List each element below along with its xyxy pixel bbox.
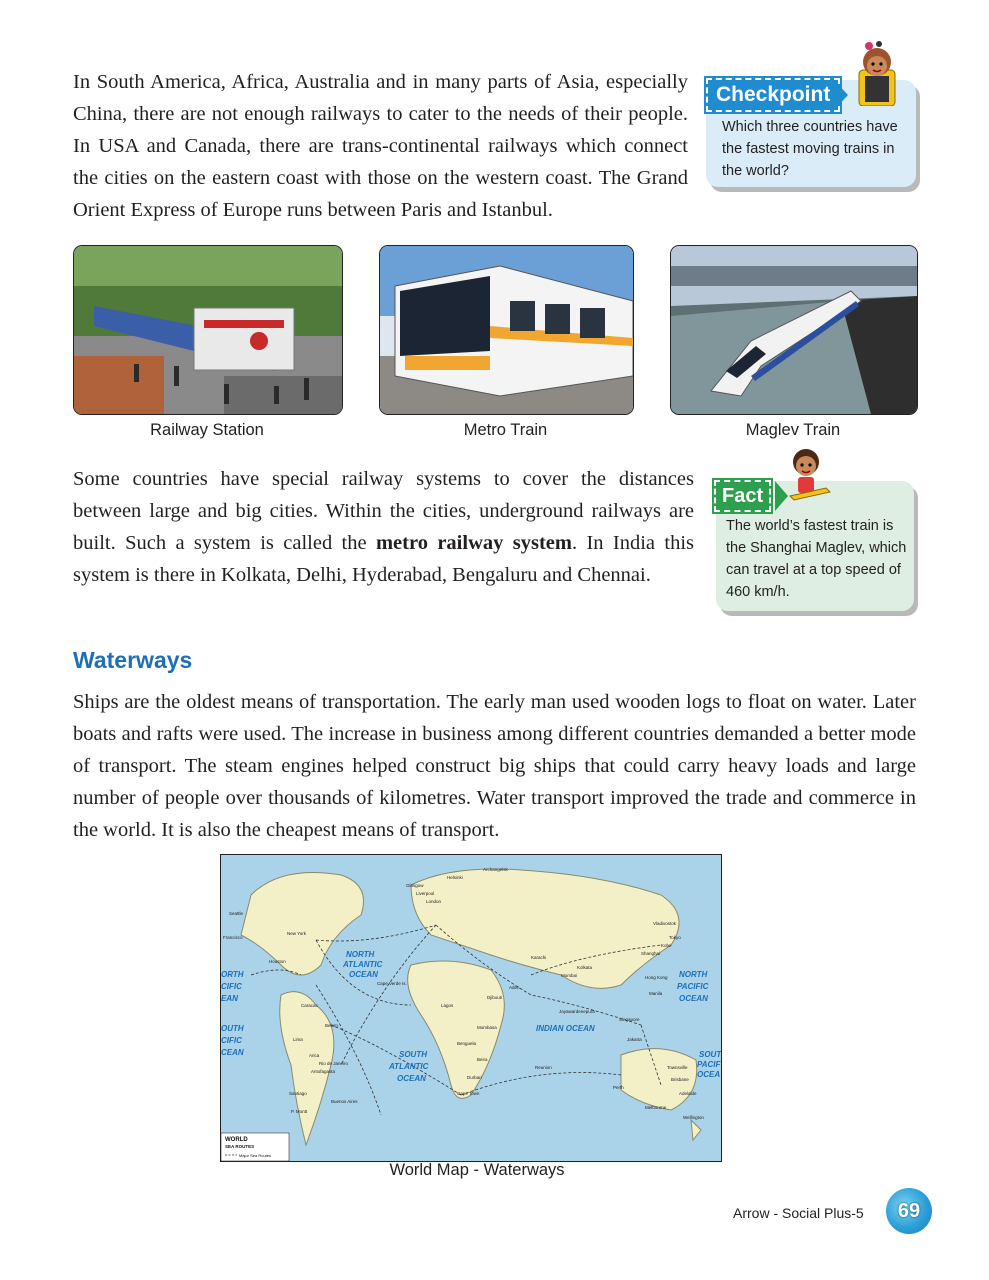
port-label: Cape Verde Is. <box>377 981 407 986</box>
port-label: Jayawardenepura <box>559 1009 595 1014</box>
port-label: Brisbane <box>671 1077 689 1082</box>
ocean-label: OCEA <box>697 1070 721 1079</box>
ocean-label: ATLANTIC <box>343 960 383 969</box>
port-label: Lagos <box>441 1003 454 1008</box>
map-legend <box>221 1133 289 1161</box>
metro-paragraph <box>73 463 694 591</box>
caption-maglev-train: Maglev Train <box>745 421 841 439</box>
port-label: Caracas <box>301 1003 318 1008</box>
ocean-label: CIFIC <box>221 1036 242 1045</box>
waterways-paragraph <box>73 686 916 846</box>
ocean-label: PACIFIC <box>677 982 709 991</box>
port-label: Antofagasta <box>311 1069 336 1074</box>
world-map-graphic <box>221 855 721 1161</box>
port-label: Arica <box>309 1053 320 1058</box>
intro-text: In South America, Africa, Australia and in many parts of Asia, especially China, there are not enough railways to cater to the needs of their people. In USA and Canada, there are trans-continental railways which connect the cities on the eastern coast with those on the western coast. The Grand Orient Express of Europe runs between Paris and Istanbul. <box>73 71 688 221</box>
metro-train-photo <box>379 245 634 415</box>
port-label: Adelaide <box>679 1091 697 1096</box>
page-number: 69 <box>886 1188 932 1234</box>
port-label: Mombasa <box>477 1025 497 1030</box>
port-label: Cape Town <box>457 1091 480 1096</box>
port-label: Kobe <box>661 943 672 948</box>
metro-text-after: . In India this system is there in Kolkata, Delhi, Hyderabad, Bengaluru and Chennai. <box>73 532 694 586</box>
port-label: Archangelsk <box>483 867 508 872</box>
port-label: Karachi <box>531 955 547 960</box>
port-label: Seattle <box>229 911 244 916</box>
caption-railway-station: Railway Station <box>150 421 264 439</box>
checkpoint-arrow-icon <box>834 80 848 110</box>
fact-text: The world’s fastest train is the Shanghai Maglev, which can travel at a top speed of 460 km/h. <box>726 518 907 600</box>
checkpoint-title: Checkpoint <box>706 78 840 112</box>
port-label: Buenos Aires <box>331 1099 358 1104</box>
port-label: Benguela <box>457 1041 477 1046</box>
port-label: Belem <box>325 1023 338 1028</box>
fact-title: Fact <box>714 480 771 512</box>
ocean-label: OCEAN <box>397 1074 426 1083</box>
ocean-label: INDIAN OCEAN <box>536 1024 595 1033</box>
port-label: Durban <box>467 1075 482 1080</box>
checkpoint-text: Which three countries have the fastest moving trains in the world? <box>722 119 898 179</box>
ocean-label: NORTH <box>346 950 375 959</box>
waterways-heading: Waterways <box>73 647 193 673</box>
ocean-label: CEAN <box>221 1048 244 1057</box>
port-label: Glasgow <box>406 883 424 888</box>
ocean-label: SOUT <box>699 1050 721 1059</box>
girl-mascot-icon <box>855 40 899 106</box>
port-label: Aden <box>509 985 520 990</box>
port-label: Townsville <box>667 1065 688 1070</box>
port-label: New York <box>287 931 307 936</box>
port-label: Kolkata <box>577 965 593 970</box>
legend-item: Major Sea Routes <box>239 1153 272 1158</box>
ocean-label: ORTH <box>221 970 244 979</box>
ocean-label: PACIF <box>697 1060 721 1069</box>
maglev-train-photo <box>670 245 918 415</box>
ocean-label: NORTH <box>679 970 708 979</box>
port-label: Helsinki <box>447 875 463 880</box>
port-label: Reunion <box>535 1065 552 1070</box>
port-label: Wellington <box>683 1115 704 1120</box>
ocean-label: EAN <box>221 994 238 1003</box>
port-label: Melbourne <box>645 1105 667 1110</box>
intro-paragraph <box>73 66 688 226</box>
railway-station-photo <box>73 245 343 415</box>
port-label: P. Montt <box>291 1109 308 1114</box>
port-label: Hong Kong <box>645 975 668 980</box>
legend-title: WORLD <box>225 1137 248 1143</box>
metro-text-before: Some countries have special railway systems to cover the distances between large and big cities. Within the cities, underground railways are built. Such a system is called the <box>73 468 694 554</box>
port-label: Djibouti <box>487 995 503 1000</box>
port-label: Perth <box>613 1085 624 1090</box>
ocean-label: OUTH <box>221 1024 244 1033</box>
ocean-label: OCEAN <box>349 970 378 979</box>
ocean-label: SOUTH <box>399 1050 427 1059</box>
map-caption: World Map - Waterways <box>389 1161 565 1179</box>
port-label: Francisco <box>223 935 243 940</box>
port-label: Jakarta <box>627 1037 642 1042</box>
port-label: Shanghai <box>641 951 661 956</box>
port-label: Manila <box>649 991 663 996</box>
boy-mascot-icon <box>786 446 832 502</box>
ocean-label: CIFIC <box>221 982 242 991</box>
legend-subtitle: SEA ROUTES <box>225 1144 255 1149</box>
book-title: Arrow - Social Plus-5 <box>733 1205 864 1221</box>
metro-bold-term: metro railway system <box>375 532 572 554</box>
ocean-label: ATLANTIC <box>389 1062 429 1071</box>
waterways-text: Ships are the oldest means of transportation. The early man used wooden logs to float on water. Later boats and rafts were used. The increase in business among different countries demanded a better mode of transport. The steam engines helped construct big ships that could carry heavy loads and large number of people over thousands of kilometres. Water transport improved the trade and commerce in the world. It is also the cheapest means of transport. <box>73 691 916 841</box>
port-label: Santiago <box>289 1091 307 1096</box>
port-label: Mumbai <box>561 973 578 978</box>
caption-metro-train: Metro Train <box>463 421 548 439</box>
ocean-label: OCEAN <box>679 994 708 1003</box>
port-label: Vladivostok <box>653 921 677 926</box>
port-label: Liverpool <box>416 891 435 896</box>
port-label: Beira <box>477 1057 488 1062</box>
port-label: Tokyo <box>669 935 681 940</box>
port-label: Singapore <box>619 1017 640 1022</box>
port-label: Houston <box>269 959 286 964</box>
port-label: London <box>426 899 442 904</box>
port-label: Rio de Janeiro <box>319 1061 349 1066</box>
world-sea-routes-map <box>220 854 722 1162</box>
port-label: Lima <box>293 1037 303 1042</box>
